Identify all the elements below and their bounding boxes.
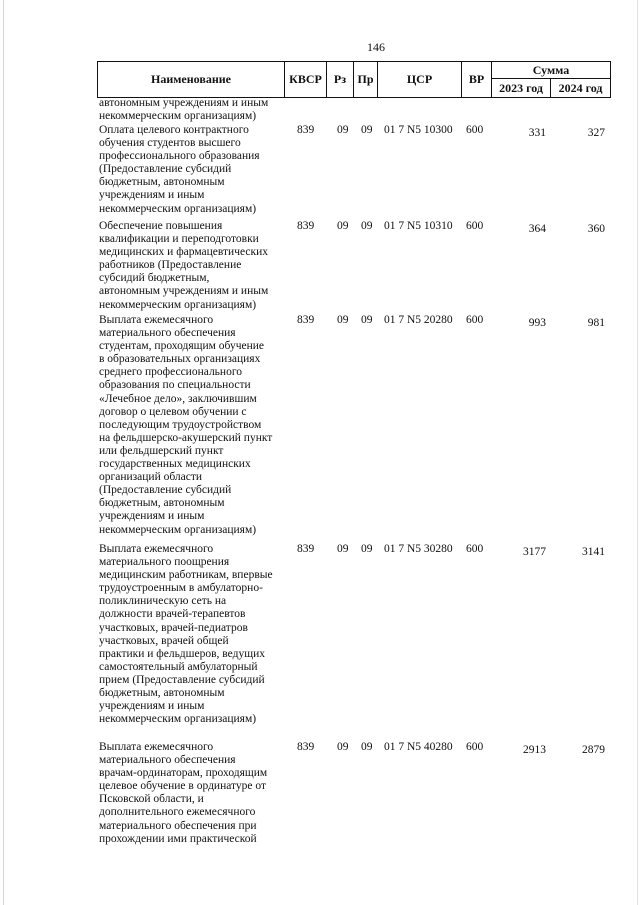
- header-year-2023: 2023 год: [492, 79, 551, 97]
- header-vr: ВР: [462, 62, 492, 97]
- header-rz: Рз: [327, 62, 354, 97]
- row-vr: 600: [466, 124, 484, 136]
- row-name: Выплата ежемесячного материального поощрения медицинским работникам, впервые трудоустроенным в амбулаторно- поликлиническую сеть на должности врачей-терапевтов участковых, врачей-педиатров участковых, врачей общей практики и фельдшеров, ведущих самостоятельный амбулаторный прием (Предоставление субсидий бюджетным, автономным учреждениям и иным некоммерческим организациям): [99, 543, 273, 726]
- page-number: 146: [367, 40, 385, 54]
- row-csr: 01 7 N5 40280: [384, 741, 453, 753]
- scan-edge-right: [637, 0, 638, 905]
- row-rz: 09: [337, 124, 349, 136]
- row-name: Обеспечение повышения квалификации и переподготовки медицинских и фармацевтических работников (Предоставление субсидий бюджетным, автономным учреждениям и иным некоммерческим организациям): [99, 220, 269, 311]
- row-sum-2024: 360: [587, 223, 605, 235]
- row-kvsr: 839: [297, 220, 315, 232]
- header-pr: Пр: [354, 62, 378, 97]
- row-rz: 09: [337, 314, 349, 326]
- row-name: Оплата целевого контрактного обучения студентов высшего профессионального образования (Предоставление субсидий бюджетным, автономным учреждениям и иным некоммерческим организациям): [99, 124, 260, 215]
- row-pr: 09: [361, 543, 373, 555]
- row-sum-2023: 3177: [523, 546, 546, 558]
- row-rz: 09: [337, 220, 349, 232]
- row-name: Выплата ежемесячного материального обеспечения врачам-ординаторам, проходящим целевое обучение в ординатуре от Псковской области, и дополнительного ежемесячного материального обеспечения при прохождении ими практической: [99, 741, 268, 845]
- row-kvsr: 839: [297, 124, 315, 136]
- scan-edge-left: [3, 0, 4, 905]
- row-rz: 09: [337, 543, 349, 555]
- header-name: Наименование: [98, 62, 285, 97]
- row-name: автономным учреждениям и иным некоммерческим организациям): [99, 97, 269, 123]
- header-year-2024: 2024 год: [558, 81, 603, 95]
- row-name: Выплата ежемесячного материального обеспечения студентам, проходящим обучение в образовательных организациях среднего профессионального образования по специальности «Лечебное дело», заключившим договор о целевом обучении с последующим трудоустройством на фельдшерско-акушерский пункт или фельдшерский пункт государственных медицинских организаций области (Предоставление субсидий бюджетным, автономным учреждениям и иным некоммерческим организациям): [99, 314, 273, 536]
- row-pr: 09: [361, 741, 373, 753]
- row-pr: 09: [361, 314, 373, 326]
- row-sum-2023: 364: [528, 223, 546, 235]
- row-kvsr: 839: [297, 741, 315, 753]
- header-sum: Сумма: [492, 62, 610, 79]
- header-csr: ЦСР: [378, 62, 462, 97]
- row-sum-2023: 2913: [523, 744, 546, 756]
- row-kvsr: 839: [297, 543, 315, 555]
- row-csr: 01 7 N5 30280: [384, 543, 453, 555]
- row-csr: 01 7 N5 20280: [384, 314, 453, 326]
- row-sum-2024: 981: [587, 317, 605, 329]
- row-rz: 09: [337, 741, 349, 753]
- row-sum-2024: 3141: [582, 546, 605, 558]
- row-vr: 600: [466, 741, 484, 753]
- row-sum-2023: 993: [528, 317, 546, 329]
- row-vr: 600: [466, 543, 484, 555]
- row-csr: 01 7 N5 10310: [384, 220, 453, 232]
- row-vr: 600: [466, 314, 484, 326]
- header-kvsr: КВСР: [285, 62, 327, 97]
- row-pr: 09: [361, 220, 373, 232]
- row-sum-2024: 2879: [582, 744, 605, 756]
- row-kvsr: 839: [297, 314, 315, 326]
- row-pr: 09: [361, 124, 373, 136]
- row-sum-2024: 327: [587, 127, 605, 139]
- row-csr: 01 7 N5 10300: [384, 124, 453, 136]
- row-vr: 600: [466, 220, 484, 232]
- table-header: [97, 61, 611, 98]
- row-sum-2023: 331: [528, 127, 546, 139]
